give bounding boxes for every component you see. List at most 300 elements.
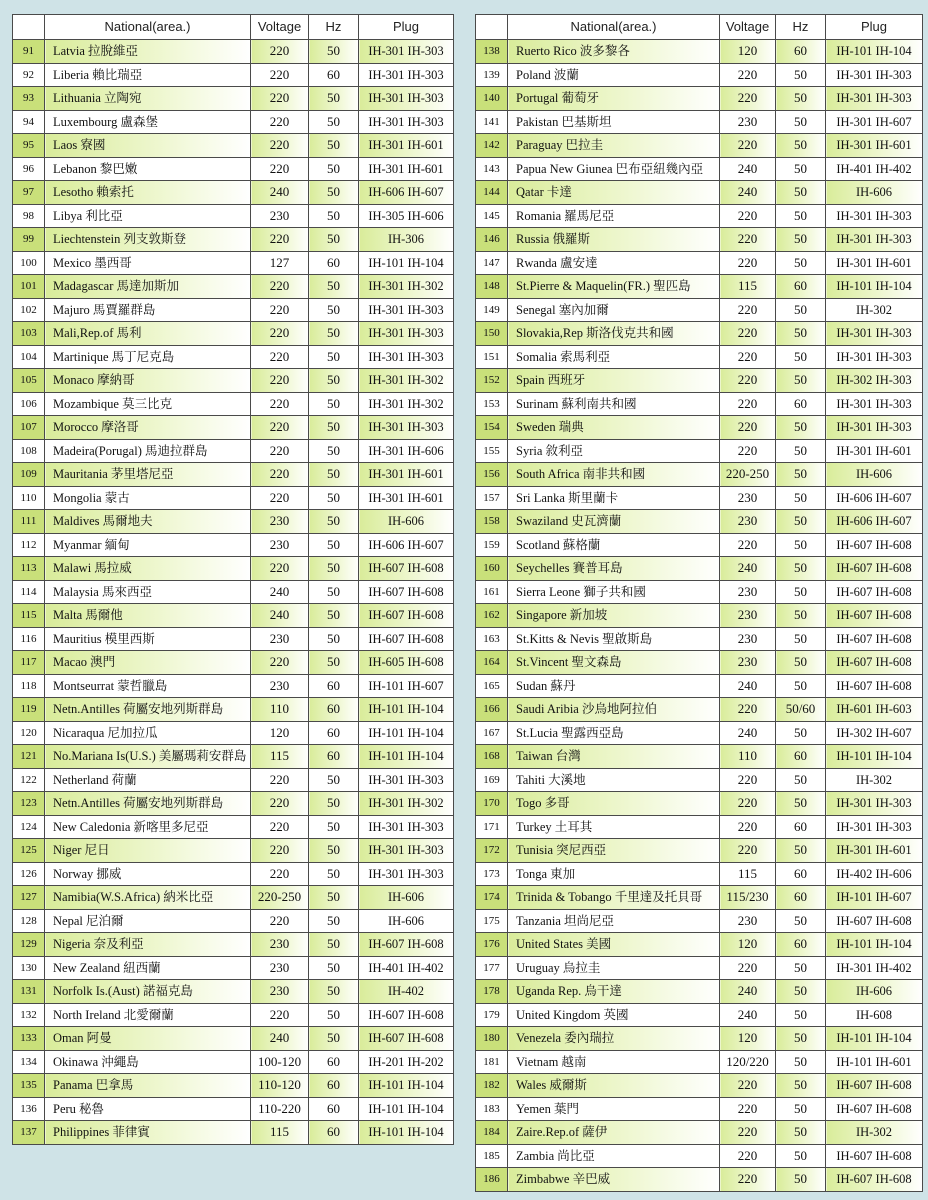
row-number: 112 <box>13 533 45 557</box>
table-row <box>13 533 454 557</box>
row-number: 184 <box>476 1121 508 1145</box>
row-number: 172 <box>476 839 508 863</box>
country-name: Singapore 新加坡 <box>508 604 720 628</box>
country-name: Syria 敘利亞 <box>508 439 720 463</box>
row-number: 104 <box>13 345 45 369</box>
row-number: 103 <box>13 322 45 346</box>
table-row <box>476 980 923 1004</box>
table-row <box>476 439 923 463</box>
row-number: 128 <box>13 909 45 933</box>
voltage-value: 220 <box>720 815 776 839</box>
voltage-value: 230 <box>251 533 309 557</box>
frequency-value: 50 <box>309 439 359 463</box>
country-name: United States 美國 <box>508 933 720 957</box>
plug-types: IH-301 IH-302 <box>359 275 454 299</box>
table-row <box>13 721 454 745</box>
table-row <box>13 369 454 393</box>
row-number: 108 <box>13 439 45 463</box>
plug-types: IH-301 IH-601 <box>826 839 923 863</box>
country-name: Panama 巴拿馬 <box>45 1074 251 1098</box>
table-row <box>476 1097 923 1121</box>
row-number: 134 <box>13 1050 45 1074</box>
country-voltage-table-left <box>12 14 454 1145</box>
plug-types: IH-607 IH-608 <box>359 627 454 651</box>
row-number: 135 <box>13 1074 45 1098</box>
row-number: 150 <box>476 322 508 346</box>
country-name: Mali,Rep.of 馬利 <box>45 322 251 346</box>
table-row <box>13 251 454 275</box>
row-number: 175 <box>476 909 508 933</box>
voltage-value: 240 <box>720 1003 776 1027</box>
plug-types: IH-101 IH-104 <box>359 698 454 722</box>
plug-types: IH-301 IH-303 <box>359 768 454 792</box>
voltage-value: 115/230 <box>720 886 776 910</box>
country-name: St.Kitts & Nevis 聖啟斯島 <box>508 627 720 651</box>
country-name: Tanzania 坦尚尼亞 <box>508 909 720 933</box>
plug-types: IH-608 <box>826 1003 923 1027</box>
row-number: 101 <box>13 275 45 299</box>
row-number: 182 <box>476 1074 508 1098</box>
country-name: Montseurrat 蒙哲臘島 <box>45 674 251 698</box>
country-name: Lithuania 立陶宛 <box>45 87 251 111</box>
country-name: Mongolia 蒙古 <box>45 486 251 510</box>
voltage-value: 220 <box>720 87 776 111</box>
frequency-value: 50 <box>309 815 359 839</box>
country-name: Vietnam 越南 <box>508 1050 720 1074</box>
voltage-value: 220 <box>251 228 309 252</box>
plug-types: IH-101 IH-104 <box>826 40 923 64</box>
plug-types: IH-301 IH-302 <box>359 369 454 393</box>
table-row <box>476 1003 923 1027</box>
voltage-value: 220 <box>720 392 776 416</box>
plug-types: IH-101 IH-104 <box>826 275 923 299</box>
country-name: Okinawa 沖繩島 <box>45 1050 251 1074</box>
table-body-left <box>13 40 454 1145</box>
country-name: Luxembourg 盧森堡 <box>45 110 251 134</box>
plug-types: IH-101 IH-607 <box>826 886 923 910</box>
plug-types: IH-101 IH-601 <box>826 1050 923 1074</box>
voltage-value: 115 <box>251 745 309 769</box>
country-name: Papua New Giunea 巴布亞紐幾內亞 <box>508 157 720 181</box>
plug-types: IH-101 IH-104 <box>359 745 454 769</box>
voltage-value: 120 <box>251 721 309 745</box>
frequency-value: 50 <box>776 510 826 534</box>
row-number: 159 <box>476 533 508 557</box>
plug-types: IH-607 IH-608 <box>359 1003 454 1027</box>
country-name: Surinam 蘇利南共和國 <box>508 392 720 416</box>
voltage-value: 230 <box>251 627 309 651</box>
row-number: 131 <box>13 980 45 1004</box>
country-name: Ruerto Rico 波多黎各 <box>508 40 720 64</box>
table-row <box>13 1027 454 1051</box>
voltage-value: 220-250 <box>251 886 309 910</box>
header-hz: Hz <box>309 15 359 40</box>
row-number: 98 <box>13 204 45 228</box>
plug-types: IH-606 <box>826 463 923 487</box>
country-name: Wales 威爾斯 <box>508 1074 720 1098</box>
row-number: 138 <box>476 40 508 64</box>
country-name: Somalia 索馬利亞 <box>508 345 720 369</box>
voltage-value: 230 <box>251 933 309 957</box>
plug-types: IH-301 IH-601 <box>826 439 923 463</box>
country-name: Macao 澳門 <box>45 651 251 675</box>
table-row <box>476 1050 923 1074</box>
frequency-value: 50 <box>776 463 826 487</box>
frequency-value: 60 <box>776 862 826 886</box>
frequency-value: 50 <box>776 251 826 275</box>
table-row <box>13 40 454 64</box>
row-number: 162 <box>476 604 508 628</box>
voltage-value: 220 <box>251 651 309 675</box>
frequency-value: 50 <box>776 627 826 651</box>
row-number: 96 <box>13 157 45 181</box>
table-body-right <box>476 40 923 1192</box>
plug-types: IH-606 <box>359 510 454 534</box>
voltage-value: 220 <box>251 40 309 64</box>
table-row <box>13 886 454 910</box>
voltage-value: 220 <box>720 792 776 816</box>
frequency-value: 50 <box>309 651 359 675</box>
table-row <box>476 110 923 134</box>
voltage-value: 220 <box>720 369 776 393</box>
table-row <box>476 369 923 393</box>
plug-types: IH-607 IH-608 <box>359 1027 454 1051</box>
voltage-value: 220 <box>720 1121 776 1145</box>
frequency-value: 50 <box>309 933 359 957</box>
table-row <box>476 886 923 910</box>
header-national-area: National(area.) <box>508 15 720 40</box>
row-number: 106 <box>13 392 45 416</box>
frequency-value: 50 <box>309 580 359 604</box>
table-row <box>13 1097 454 1121</box>
country-name: Seychelles 賽普耳島 <box>508 557 720 581</box>
table-row <box>13 815 454 839</box>
voltage-value: 100-120 <box>251 1050 309 1074</box>
row-number: 180 <box>476 1027 508 1051</box>
row-number: 139 <box>476 63 508 87</box>
frequency-value: 50 <box>776 1121 826 1145</box>
country-name: Mauritania 茅里塔尼亞 <box>45 463 251 487</box>
voltage-value: 110 <box>251 698 309 722</box>
table-row <box>476 134 923 158</box>
table-row <box>476 627 923 651</box>
frequency-value: 50 <box>776 792 826 816</box>
table-row <box>476 580 923 604</box>
table-row <box>13 1074 454 1098</box>
frequency-value: 50 <box>309 839 359 863</box>
country-name: United Kingdom 英國 <box>508 1003 720 1027</box>
voltage-value: 220 <box>720 416 776 440</box>
table-header-row <box>13 15 454 40</box>
country-name: Trinida & Tobango 千里達及托貝哥 <box>508 886 720 910</box>
table-row <box>476 1074 923 1098</box>
voltage-value: 220 <box>251 87 309 111</box>
voltage-value: 240 <box>251 181 309 205</box>
country-name: Uruguay 烏拉圭 <box>508 956 720 980</box>
plug-types: IH-301 IH-303 <box>826 322 923 346</box>
table-row <box>13 298 454 322</box>
plug-types: IH-301 IH-303 <box>826 392 923 416</box>
country-name: Oman 阿曼 <box>45 1027 251 1051</box>
row-number: 102 <box>13 298 45 322</box>
voltage-value: 220 <box>251 157 309 181</box>
plug-types: IH-601 IH-603 <box>826 698 923 722</box>
country-name: No.Mariana Is(U.S.) 美屬瑪莉安群島 <box>45 745 251 769</box>
frequency-value: 50 <box>776 228 826 252</box>
country-name: Spain 西班牙 <box>508 369 720 393</box>
plug-types: IH-606 IH-607 <box>826 510 923 534</box>
voltage-value: 120 <box>720 1027 776 1051</box>
plug-types: IH-607 IH-608 <box>359 604 454 628</box>
voltage-value: 220 <box>251 322 309 346</box>
row-number: 109 <box>13 463 45 487</box>
table-row <box>476 839 923 863</box>
table-row <box>13 110 454 134</box>
plug-types: IH-301 IH-607 <box>826 110 923 134</box>
voltage-value: 220 <box>720 439 776 463</box>
voltage-plug-reference-sheet <box>12 14 918 1198</box>
table-row <box>13 392 454 416</box>
country-name: Netherland 荷蘭 <box>45 768 251 792</box>
plug-types: IH-607 IH-608 <box>359 580 454 604</box>
country-name: Latvia 拉脫維亞 <box>45 40 251 64</box>
header-hz: Hz <box>776 15 826 40</box>
table-row <box>476 1121 923 1145</box>
plug-types: IH-402 IH-606 <box>826 862 923 886</box>
frequency-value: 50 <box>309 486 359 510</box>
frequency-value: 50 <box>776 204 826 228</box>
row-number: 111 <box>13 510 45 534</box>
table-row <box>13 933 454 957</box>
country-name: Madeira(Porugal) 馬迪拉群島 <box>45 439 251 463</box>
frequency-value: 50 <box>309 322 359 346</box>
frequency-value: 50 <box>309 862 359 886</box>
table-header-row <box>476 15 923 40</box>
country-name: Paraguay 巴拉圭 <box>508 134 720 158</box>
frequency-value: 50 <box>776 63 826 87</box>
plug-types: IH-301 IH-303 <box>826 228 923 252</box>
frequency-value: 50 <box>309 510 359 534</box>
plug-types: IH-301 IH-303 <box>826 792 923 816</box>
frequency-value: 50 <box>776 486 826 510</box>
row-number: 132 <box>13 1003 45 1027</box>
row-number: 105 <box>13 369 45 393</box>
country-name: Qatar 卡達 <box>508 181 720 205</box>
table-row <box>476 486 923 510</box>
table-row <box>13 322 454 346</box>
row-number: 114 <box>13 580 45 604</box>
row-number: 164 <box>476 651 508 675</box>
frequency-value: 50 <box>309 345 359 369</box>
plug-types: IH-606 <box>359 909 454 933</box>
row-number: 142 <box>476 134 508 158</box>
frequency-value: 50 <box>776 1003 826 1027</box>
row-number: 133 <box>13 1027 45 1051</box>
country-name: Sudan 蘇丹 <box>508 674 720 698</box>
row-number: 186 <box>476 1168 508 1192</box>
voltage-value: 230 <box>720 627 776 651</box>
frequency-value: 50 <box>309 204 359 228</box>
table-row <box>13 956 454 980</box>
table-row <box>476 721 923 745</box>
voltage-value: 240 <box>720 721 776 745</box>
plug-types: IH-301 IH-303 <box>359 815 454 839</box>
row-number: 165 <box>476 674 508 698</box>
row-number: 116 <box>13 627 45 651</box>
plug-types: IH-301 IH-303 <box>359 345 454 369</box>
country-name: Nigeria 奈及利亞 <box>45 933 251 957</box>
table-row <box>13 486 454 510</box>
frequency-value: 60 <box>309 63 359 87</box>
row-number: 121 <box>13 745 45 769</box>
row-number: 93 <box>13 87 45 111</box>
plug-types: IH-607 IH-608 <box>359 557 454 581</box>
row-number: 157 <box>476 486 508 510</box>
frequency-value: 50 <box>776 580 826 604</box>
plug-types: IH-301 IH-303 <box>826 63 923 87</box>
frequency-value: 60 <box>309 745 359 769</box>
voltage-value: 230 <box>720 580 776 604</box>
row-number: 177 <box>476 956 508 980</box>
frequency-value: 60 <box>309 1074 359 1098</box>
voltage-value: 240 <box>720 157 776 181</box>
voltage-value: 220 <box>720 839 776 863</box>
voltage-value: 220 <box>720 768 776 792</box>
plug-types: IH-301 IH-606 <box>359 439 454 463</box>
table-row <box>476 674 923 698</box>
voltage-value: 220 <box>251 862 309 886</box>
plug-types: IH-101 IH-104 <box>359 1097 454 1121</box>
country-name: North Ireland 北愛爾蘭 <box>45 1003 251 1027</box>
plug-types: IH-607 IH-608 <box>826 909 923 933</box>
row-number: 156 <box>476 463 508 487</box>
country-name: Tonga 東加 <box>508 862 720 886</box>
voltage-value: 220 <box>720 698 776 722</box>
table-row <box>476 345 923 369</box>
table-row <box>13 557 454 581</box>
voltage-value: 220 <box>251 63 309 87</box>
row-number: 167 <box>476 721 508 745</box>
voltage-value: 230 <box>251 204 309 228</box>
table-row <box>13 792 454 816</box>
country-name: Venezela 委內瑞拉 <box>508 1027 720 1051</box>
voltage-value: 220 <box>720 204 776 228</box>
row-number: 127 <box>13 886 45 910</box>
frequency-value: 50 <box>776 980 826 1004</box>
plug-types: IH-606 IH-607 <box>826 486 923 510</box>
table-row <box>13 1050 454 1074</box>
frequency-value: 60 <box>776 40 826 64</box>
table-row <box>476 463 923 487</box>
frequency-value: 50 <box>776 1144 826 1168</box>
plug-types: IH-101 IH-104 <box>826 745 923 769</box>
row-number: 161 <box>476 580 508 604</box>
frequency-value: 50 <box>309 298 359 322</box>
plug-types: IH-301 IH-303 <box>826 87 923 111</box>
plug-types: IH-401 IH-402 <box>359 956 454 980</box>
voltage-value: 230 <box>720 486 776 510</box>
voltage-value: 220 <box>720 322 776 346</box>
table-row <box>476 815 923 839</box>
voltage-value: 220 <box>720 345 776 369</box>
frequency-value: 50 <box>309 87 359 111</box>
frequency-value: 50 <box>309 463 359 487</box>
frequency-value: 60 <box>309 1050 359 1074</box>
table-row <box>13 1003 454 1027</box>
voltage-value: 220 <box>720 1168 776 1192</box>
plug-types: IH-607 IH-608 <box>826 1097 923 1121</box>
country-name: South Africa 南非共和國 <box>508 463 720 487</box>
row-number: 122 <box>13 768 45 792</box>
country-name: Togo 多哥 <box>508 792 720 816</box>
table-row <box>476 63 923 87</box>
country-name: Sri Lanka 斯里蘭卡 <box>508 486 720 510</box>
left-table-panel <box>12 14 453 1145</box>
country-name: Tahiti 大溪地 <box>508 768 720 792</box>
voltage-value: 110-220 <box>251 1097 309 1121</box>
plug-types: IH-607 IH-608 <box>826 580 923 604</box>
table-row <box>13 674 454 698</box>
row-number: 183 <box>476 1097 508 1121</box>
voltage-value: 115 <box>720 275 776 299</box>
plug-types: IH-101 IH-104 <box>359 721 454 745</box>
row-number: 120 <box>13 721 45 745</box>
plug-types: IH-606 <box>826 181 923 205</box>
country-name: New Caledonia 新喀里多尼亞 <box>45 815 251 839</box>
row-number: 168 <box>476 745 508 769</box>
row-number: 148 <box>476 275 508 299</box>
frequency-value: 50 <box>309 604 359 628</box>
plug-types: IH-301 IH-601 <box>826 251 923 275</box>
plug-types: IH-301 IH-303 <box>359 110 454 134</box>
row-number: 169 <box>476 768 508 792</box>
voltage-value: 230 <box>720 110 776 134</box>
country-name: Zaire.Rep.of 薩伊 <box>508 1121 720 1145</box>
row-number: 149 <box>476 298 508 322</box>
voltage-value: 220 <box>720 251 776 275</box>
table-row <box>476 298 923 322</box>
table-row <box>476 604 923 628</box>
header-voltage: Voltage <box>251 15 309 40</box>
row-number: 170 <box>476 792 508 816</box>
row-number: 91 <box>13 40 45 64</box>
voltage-value: 220 <box>251 792 309 816</box>
voltage-value: 220 <box>720 1144 776 1168</box>
table-row <box>13 768 454 792</box>
plug-types: IH-301 IH-303 <box>826 345 923 369</box>
plug-types: IH-301 IH-303 <box>359 40 454 64</box>
row-number: 107 <box>13 416 45 440</box>
table-row <box>476 698 923 722</box>
country-name: New Zealand 紐西蘭 <box>45 956 251 980</box>
frequency-value: 50 <box>309 768 359 792</box>
voltage-value: 220 <box>251 298 309 322</box>
frequency-value: 50 <box>776 533 826 557</box>
frequency-value: 50 <box>309 533 359 557</box>
table-row <box>13 463 454 487</box>
row-number: 178 <box>476 980 508 1004</box>
row-number: 124 <box>13 815 45 839</box>
country-name: Myanmar 緬甸 <box>45 533 251 557</box>
row-number: 141 <box>476 110 508 134</box>
country-name: Niger 尼日 <box>45 839 251 863</box>
voltage-value: 220 <box>251 486 309 510</box>
table-row <box>476 87 923 111</box>
row-number: 110 <box>13 486 45 510</box>
row-number: 154 <box>476 416 508 440</box>
frequency-value: 50 <box>309 392 359 416</box>
country-name: Norfolk Is.(Aust) 諾福克島 <box>45 980 251 1004</box>
